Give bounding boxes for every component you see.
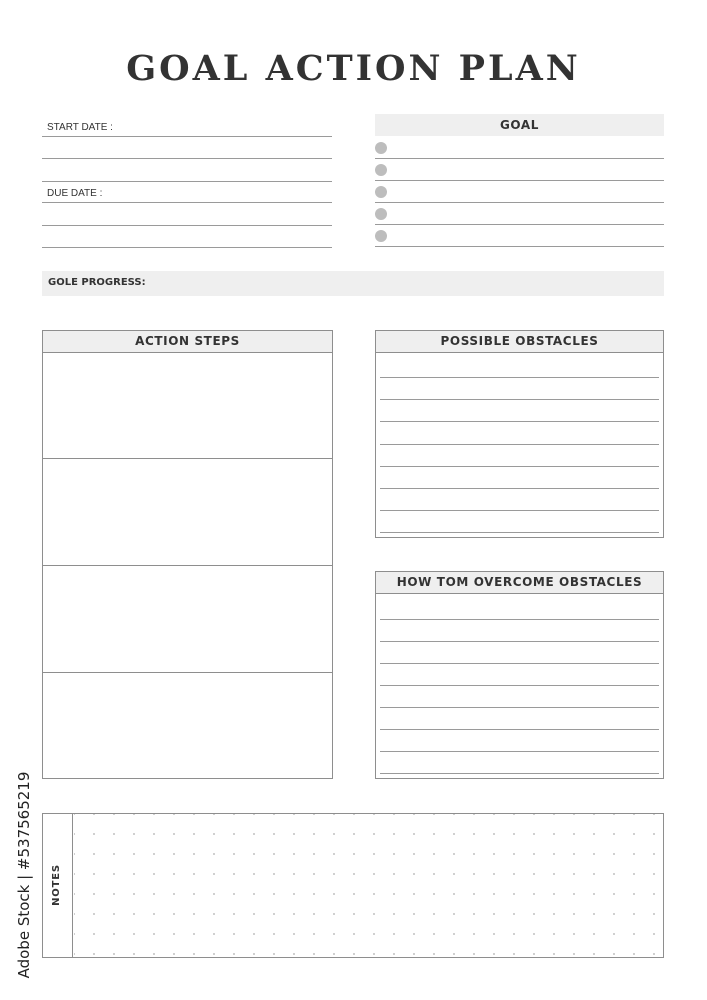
goal-bullet-3 [375,186,387,198]
due-date-label: DUE DATE : [47,188,103,199]
notes-dot-grid[interactable] [74,814,663,957]
obstacle-line-5[interactable] [380,466,659,467]
overcome-obstacles-header [376,572,663,594]
goal-line-4[interactable] [375,224,664,225]
overcome-line-2[interactable] [380,641,659,642]
overcome-line-6[interactable] [380,729,659,730]
start-date-label: START DATE : [47,122,113,133]
action-step-cell-3[interactable] [43,566,332,672]
action-step-cell-2[interactable] [43,459,332,565]
goal-bullet-5 [375,230,387,242]
goal-bullet-1 [375,142,387,154]
notes-box [42,813,664,958]
obstacle-line-6[interactable] [380,488,659,489]
action-step-cell-4[interactable] [43,673,332,778]
start-date-line-2[interactable] [42,158,332,159]
start-date-line-3[interactable] [42,181,332,182]
notes-label-column [43,814,73,957]
due-date-line-3[interactable] [42,247,332,248]
action-steps-title: ACTION STEPS [135,334,240,348]
overcome-line-8[interactable] [380,773,659,774]
overcome-obstacles-title: HOW TOM OVERCOME OBSTACLES [396,575,643,589]
goal-progress-bar[interactable] [42,271,664,296]
possible-obstacles-header [376,331,663,353]
goal-bullet-4 [375,208,387,220]
goal-line-5[interactable] [375,246,664,247]
overcome-line-1[interactable] [380,619,659,620]
action-steps-header [43,331,332,353]
goal-bullet-2 [375,164,387,176]
overcome-obstacles-box [375,571,664,779]
due-date-line-2[interactable] [42,225,332,226]
overcome-line-5[interactable] [380,707,659,708]
obstacle-line-1[interactable] [380,377,659,378]
overcome-line-3[interactable] [380,663,659,664]
possible-obstacles-title: POSSIBLE OBSTACLES [440,334,599,348]
action-step-cell-1[interactable] [43,353,332,458]
page-title: GOAL ACTION PLAN [126,48,581,89]
stock-id-watermark: Adobe Stock | #537565219 [15,771,33,979]
overcome-line-7[interactable] [380,751,659,752]
obstacle-line-4[interactable] [380,444,659,445]
action-steps-box [42,330,333,779]
possible-obstacles-box [375,330,664,538]
obstacle-line-3[interactable] [380,421,659,422]
obstacle-line-2[interactable] [380,399,659,400]
obstacle-line-7[interactable] [380,510,659,511]
notes-label: NOTES [51,864,62,906]
goal-header-label: GOAL [499,118,540,132]
start-date-line[interactable] [42,136,332,137]
goal-line-1[interactable] [375,158,664,159]
goal-header [375,114,664,136]
goal-line-2[interactable] [375,180,664,181]
goal-progress-label: GOLE PROGRESS: [48,277,146,288]
due-date-line[interactable] [42,202,332,203]
obstacle-line-8[interactable] [380,532,659,533]
overcome-line-4[interactable] [380,685,659,686]
goal-line-3[interactable] [375,202,664,203]
